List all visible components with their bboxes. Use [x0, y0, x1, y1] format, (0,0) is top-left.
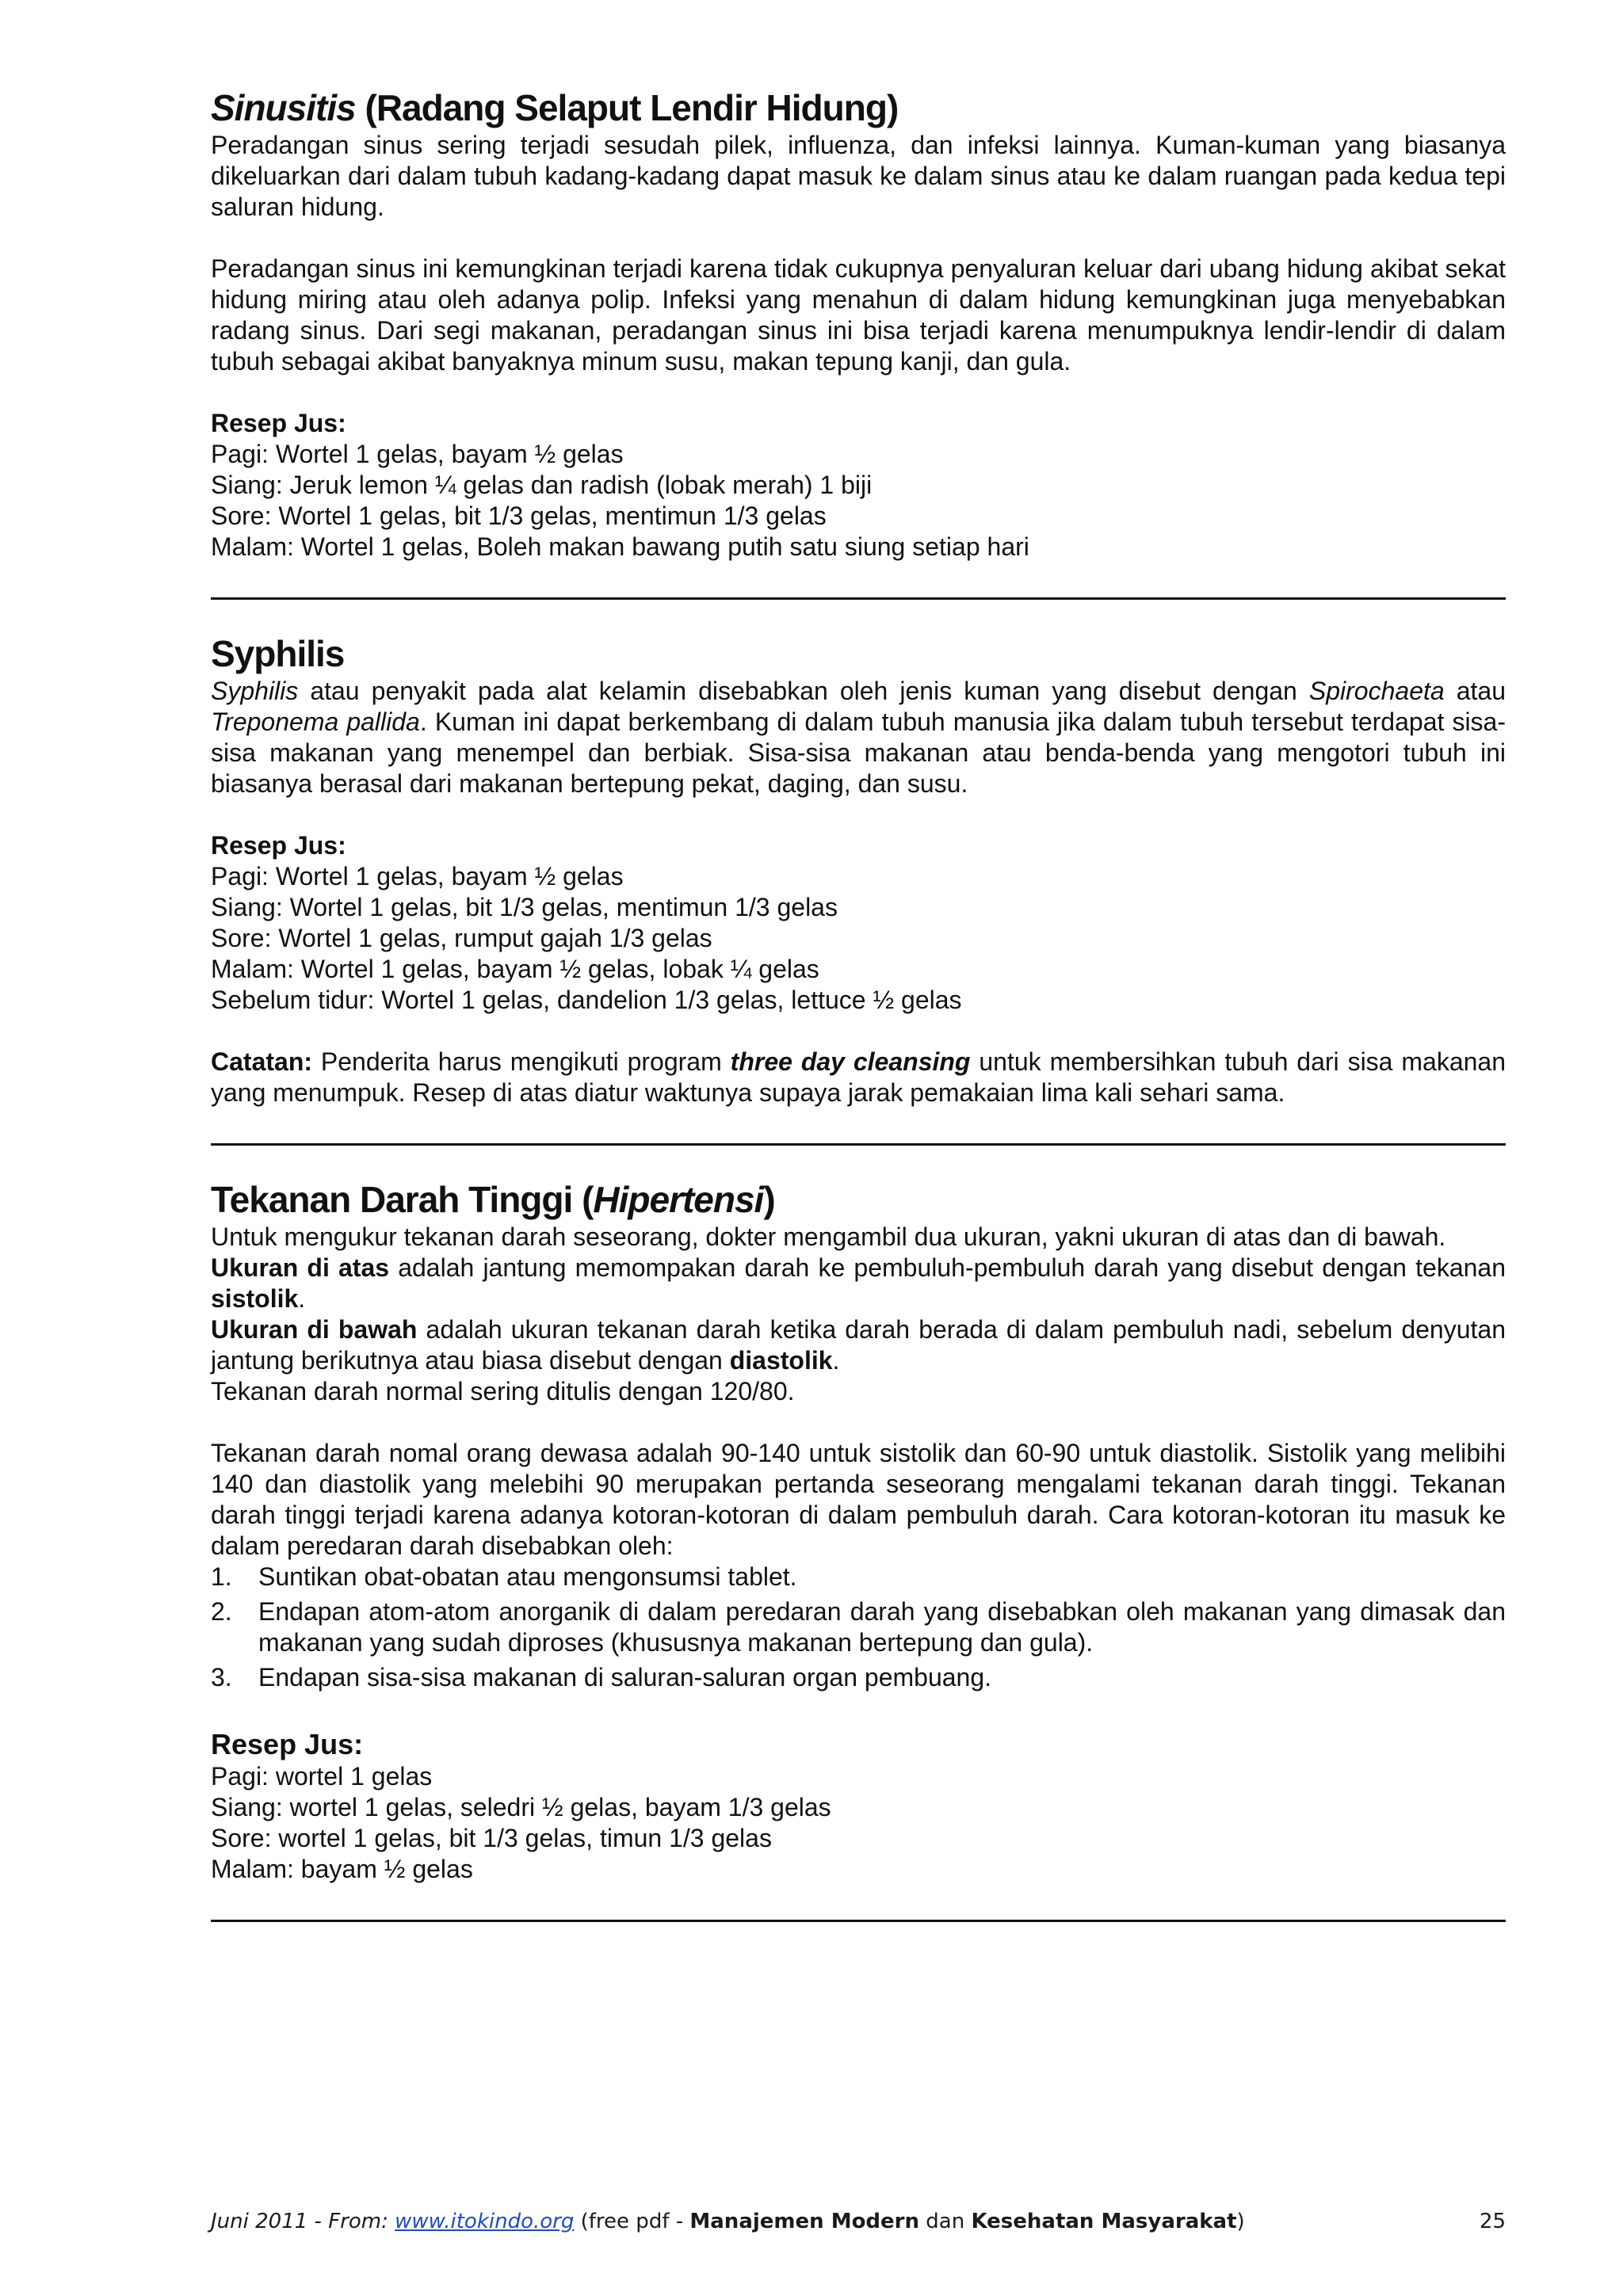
syphilis-heading: Syphilis — [211, 633, 345, 674]
list-item: 2. Endapan atom-atom anorganik di dalam peredaran darah yang disebabkan oleh makanan yang dimasak dan makanan yang sudah diproses (khususnya makanan bertepung dan gula). — [211, 1597, 1506, 1657]
list-item: 1. Suntikan obat-obatan atau mengonsumsi tablet. — [211, 1562, 797, 1591]
diastolik-term: diastolik — [729, 1346, 833, 1375]
ukuran-atas-paragraph: Ukuran di atas adalah jantung memompakan darah ke pembuluh-pembuluh darah yang disebut dengan tekanan sistolik. — [211, 1253, 1507, 1313]
syphilis-resep-line: Pagi: Wortel 1 gelas, bayam ½ gelas — [211, 862, 624, 891]
sinusitis-resep-line: Malam: Wortel 1 gelas, Boleh makan bawang putih satu siung setiap hari — [211, 532, 1029, 561]
syphilis-catatan: Catatan: Penderita harus mengikuti program three day cleansing untuk membersihkan tubuh dari sisa makanan yang menumpuk. Resep di atas diatur waktunya supaya jarak pemakaian lima kali sehari sama. — [211, 1047, 1507, 1107]
tekanan-normal-line: Tekanan darah normal sering ditulis dengan 120/80. — [211, 1377, 795, 1405]
sinusitis-heading-rest: (Radang Selaput Lendir Hidung) — [355, 87, 899, 128]
syphilis-paragraph: Syphilis atau penyakit pada alat kelamin disebabkan oleh jenis kuman yang disebut dengan Spirochaeta atau Treponema pallida. Kuman ini dapat berkembang di dalam tubuh manusia jika dalam tubuh tersebut terdapat sisa-sisa makanan yang menempel dan berbiak. Sisa-sisa makanan atau benda-benda yang mengotori tubuh ini biasanya berasal dari makanan bertepung pekat, daging, dan susu. — [211, 677, 1507, 798]
syphilis-resep-line: Sebelum tidur: Wortel 1 gelas, dandelion 1/3 gelas, lettuce ½ gelas — [211, 986, 962, 1014]
sinusitis-resep-title: Resep Jus: — [211, 409, 346, 437]
itokindo-link[interactable]: www.itokindo.org — [395, 2210, 575, 2233]
hipertensi-resep-line: Malam: bayam ½ gelas — [211, 1855, 473, 1883]
sistolik-term: sistolik — [211, 1284, 299, 1313]
hipertensi-resep-line: Siang: wortel 1 gelas, seledri ½ gelas, bayam 1/3 gelas — [211, 1793, 831, 1821]
syphilis-resep-line: Malam: Wortel 1 gelas, bayam ½ gelas, lobak ¼ gelas — [211, 955, 819, 983]
section-divider — [211, 597, 1506, 600]
hipertensi-resep-title: Resep Jus: — [211, 1728, 364, 1760]
sinusitis-heading — [211, 86, 1506, 130]
sinusitis-paragraph-1: Peradangan sinus sering terjadi sesudah pilek, influenza, dan infeksi lainnya. Kuman-kuman yang biasanya dikeluarkan dari dalam tubuh kadang-kadang dapat masuk ke dalam sinus atau ke dalam ruangan pada kedua tepi saluran hidung. — [211, 131, 1506, 221]
sinusitis-resep-line: Siang: Jeruk lemon ¼ gelas dan radish (lobak merah) 1 biji — [211, 471, 873, 499]
syphilis-resep-line: Sore: Wortel 1 gelas, rumput gajah 1/3 gelas — [211, 924, 712, 952]
hipertensi-resep-line: Sore: wortel 1 gelas, bit 1/3 gelas, timun 1/3 gelas — [211, 1824, 772, 1852]
sinusitis-resep-line: Sore: Wortel 1 gelas, bit 1/3 gelas, mentimun 1/3 gelas — [211, 502, 827, 530]
list-item: 3. Endapan sisa-sisa makanan di saluran-saluran organ pembuang. — [211, 1663, 992, 1691]
sinusitis-paragraph-2: Peradangan sinus ini kemungkinan terjadi karena tidak cukupnya penyaluran keluar dari ubang hidung akibat sekat hidung miring atau oleh adanya polip. Infeksi yang menahun di dalam hidung kemungkinan juga menyebabkan radang sinus. Dari segi makanan, peradangan sinus ini bisa terjadi karena menumpuknya lendir-lendir di dalam tubuh sebagai akibat banyaknya minum susu, makan tepung kanji, dan gula. — [211, 254, 1506, 376]
syphilis-term: Syphilis — [211, 677, 299, 705]
page-number: 25 — [1479, 2210, 1506, 2233]
syphilis-resep-title: Resep Jus: — [211, 831, 346, 860]
catatan-label: Catatan: — [211, 1047, 313, 1076]
hipertensi-resep-line: Pagi: wortel 1 gelas — [211, 1762, 433, 1791]
page-content — [211, 86, 1506, 1954]
treponema-term: Treponema pallida — [211, 707, 420, 736]
syphilis-resep-line: Siang: Wortel 1 gelas, bit 1/3 gelas, mentimun 1/3 gelas — [211, 893, 838, 921]
spirochaeta-term: Spirochaeta — [1308, 677, 1445, 705]
section-divider — [211, 1143, 1506, 1146]
hipertensi-term: Hipertensi — [593, 1179, 764, 1220]
sinusitis-heading-italic: Sinusitis — [211, 87, 356, 128]
ukuran-bawah-paragraph: Ukuran di bawah adalah ukuran tekanan darah ketika darah berada di dalam pembuluh nadi, sebelum denyutan jantung berikutnya atau biasa disebut dengan diastolik. — [211, 1315, 1507, 1375]
cause-list — [211, 1562, 1506, 1693]
three-day-cleansing-term: three day cleansing — [730, 1047, 971, 1076]
hipertensi-paragraph-2: Tekanan darah nomal orang dewasa adalah 90-140 untuk sistolik dan 60-90 untuk diastolik. Sistolik yang melibihi 140 dan diastolik yang melebihi 90 merupakan pertanda seseorang mengalami tekanan darah tinggi. Tekanan darah tinggi terjadi karena adanya kotoran-kotoran di dalam pembuluh darah. Cara kotoran-kotoran itu masuk ke dalam peredaran darah disebabkan oleh: — [211, 1439, 1506, 1560]
page-footer: Juni 2011 - From: www.itokindo.org (free pdf - Manajemen Modern dan Kesehatan Masyarakat) 25 — [211, 2210, 1506, 2233]
sinusitis-resep-line: Pagi: Wortel 1 gelas, bayam ½ gelas — [211, 440, 624, 468]
section-divider — [211, 1920, 1506, 1922]
hipertensi-heading: Tekanan Darah Tinggi (Hipertensi) — [211, 1179, 775, 1220]
hipertensi-intro: Untuk mengukur tekanan darah seseorang, dokter mengambil dua ukuran, yakni ukuran di atas dan di bawah. — [211, 1222, 1446, 1251]
